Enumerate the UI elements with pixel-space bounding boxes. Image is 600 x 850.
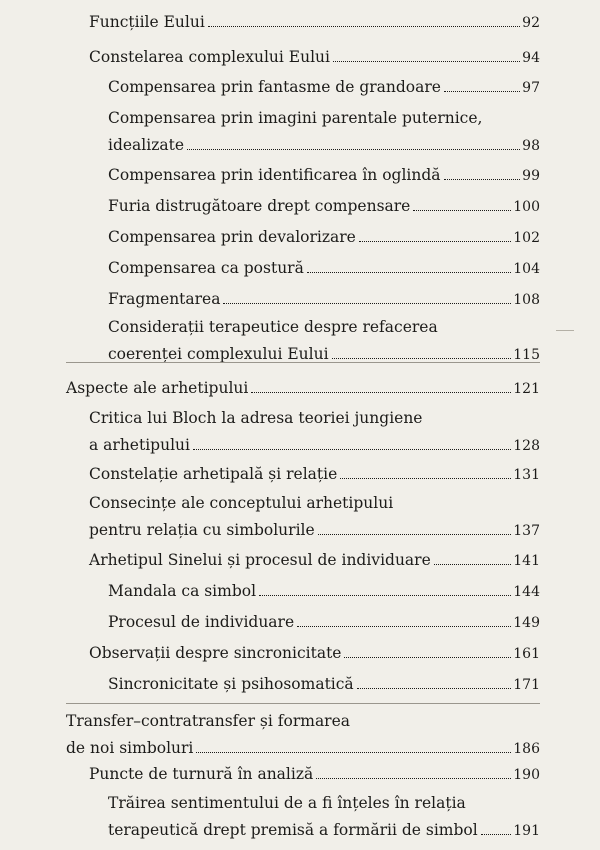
toc-entry	[89, 405, 540, 460]
toc-entry	[89, 547, 540, 575]
dot-leader	[307, 272, 511, 273]
toc-entry	[108, 224, 540, 252]
toc-entry-title: a arhetipului	[89, 436, 190, 454]
toc-entry-title: Arhetipul Sinelui și procesul de individuare	[89, 551, 431, 569]
toc-entry-first-line: Transfer–contratransfer și formarea	[66, 712, 351, 730]
section-divider	[66, 362, 540, 363]
toc-page-number: 137	[513, 523, 540, 539]
dot-leader	[413, 210, 511, 211]
dot-leader	[333, 61, 520, 62]
toc-page-number: 191	[513, 823, 540, 839]
toc-entry	[108, 193, 540, 221]
toc-entry-first-line: Consecințe ale conceptului arhetipului	[89, 494, 394, 512]
toc-page-number: 144	[513, 584, 540, 600]
dot-leader	[481, 834, 512, 835]
toc-entry	[108, 790, 540, 845]
toc-page-number: 92	[522, 15, 540, 31]
toc-entry	[89, 761, 540, 789]
toc-entry-title: Fragmentarea	[108, 290, 221, 308]
toc-page-number: 98	[522, 138, 540, 154]
toc-entry-first-line: Critica lui Bloch la adresa teoriei jungiene	[89, 409, 423, 427]
toc-entry-title: coerenței complexului Eului	[108, 345, 329, 363]
toc-entry-title: Furia distrugătoare drept compensare	[108, 197, 411, 215]
toc-page-number: 102	[513, 230, 540, 246]
toc-entry-title: idealizate	[108, 136, 185, 154]
toc-page-number: 190	[513, 767, 540, 783]
toc-entry-title: Aspecte ale arhetipului	[66, 379, 249, 397]
dot-leader	[344, 657, 511, 658]
dot-leader	[434, 564, 512, 565]
toc-entry-title: Puncte de turnură în analiză	[89, 765, 314, 783]
toc-page-number: 141	[513, 553, 540, 569]
toc-entry-title: Mandala ca simbol	[108, 582, 257, 600]
dot-leader	[332, 358, 512, 359]
toc-entry	[108, 255, 540, 283]
toc-page-number: 99	[522, 168, 540, 184]
toc-page-number: 94	[522, 50, 540, 66]
dot-leader	[318, 534, 512, 535]
toc-entry-title: Procesul de individuare	[108, 613, 295, 631]
toc-entry	[66, 708, 540, 763]
toc-entry	[89, 9, 540, 37]
toc-entry-title: Compensarea prin identificarea în oglindă	[108, 166, 441, 184]
toc-entry-title: Sincronicitate și psihosomatică	[108, 675, 354, 693]
toc-entry-first-line: Trăirea sentimentului de a fi înțeles în relația	[108, 794, 466, 812]
toc-page-number: 100	[513, 199, 540, 215]
dot-leader	[316, 778, 511, 779]
toc-entry-title: de noi simboluri	[66, 739, 194, 757]
toc-entry	[66, 375, 540, 403]
page-edge-mark	[556, 330, 574, 331]
dot-leader	[223, 303, 511, 304]
toc-entry	[108, 105, 540, 160]
toc-page-number: 149	[513, 615, 540, 631]
dot-leader	[196, 752, 511, 753]
dot-leader	[444, 179, 521, 180]
toc-entry	[89, 490, 540, 545]
toc-page-number: 171	[513, 677, 540, 693]
dot-leader	[340, 478, 511, 479]
toc-page-number: 97	[522, 80, 540, 96]
dot-leader	[444, 91, 520, 92]
dot-leader	[251, 392, 511, 393]
toc-entry-title: Compensarea prin fantasme de grandoare	[108, 78, 441, 96]
section-divider	[66, 703, 540, 704]
dot-leader	[208, 26, 520, 27]
toc-entry-title: Observații despre sincronicitate	[89, 644, 342, 662]
toc-entry	[89, 44, 540, 72]
toc-page-number: 161	[513, 646, 540, 662]
toc-page-number: 108	[513, 292, 540, 308]
toc-entry	[89, 640, 540, 668]
toc-entry	[89, 461, 540, 489]
toc-entry-title: Compensarea prin devalorizare	[108, 228, 356, 246]
toc-entry-title: Funcțiile Eului	[89, 13, 205, 31]
toc-entry	[108, 578, 540, 606]
toc-entry-title: terapeutică drept premisă a formării de simbol	[108, 821, 478, 839]
toc-entry-title: pentru relația cu simbolurile	[89, 521, 315, 539]
toc-entry	[108, 162, 540, 190]
dot-leader	[193, 449, 511, 450]
toc-entry	[108, 671, 540, 699]
toc-entry	[108, 74, 540, 102]
toc-entry-first-line: Compensarea prin imagini parentale puternice,	[108, 109, 483, 127]
dot-leader	[357, 688, 512, 689]
toc-entry-title: Constelație arhetipală și relație	[89, 465, 338, 483]
dot-leader	[297, 626, 511, 627]
toc-page-number: 131	[513, 467, 540, 483]
toc-page-number: 115	[513, 347, 540, 363]
toc-page-number: 128	[513, 438, 540, 454]
toc-entry	[108, 286, 540, 314]
toc-entry	[108, 314, 540, 369]
toc-entry-first-line: Considerații terapeutice despre refacerea	[108, 318, 438, 336]
toc-entry-title: Compensarea ca postură	[108, 259, 304, 277]
dot-leader	[187, 149, 520, 150]
dot-leader	[359, 241, 511, 242]
toc-entry-title: Constelarea complexului Eului	[89, 48, 330, 66]
toc-page-number: 104	[513, 261, 540, 277]
toc-page-number: 121	[513, 381, 540, 397]
toc-entry	[108, 609, 540, 637]
dot-leader	[259, 595, 511, 596]
toc-page-number: 186	[513, 741, 540, 757]
